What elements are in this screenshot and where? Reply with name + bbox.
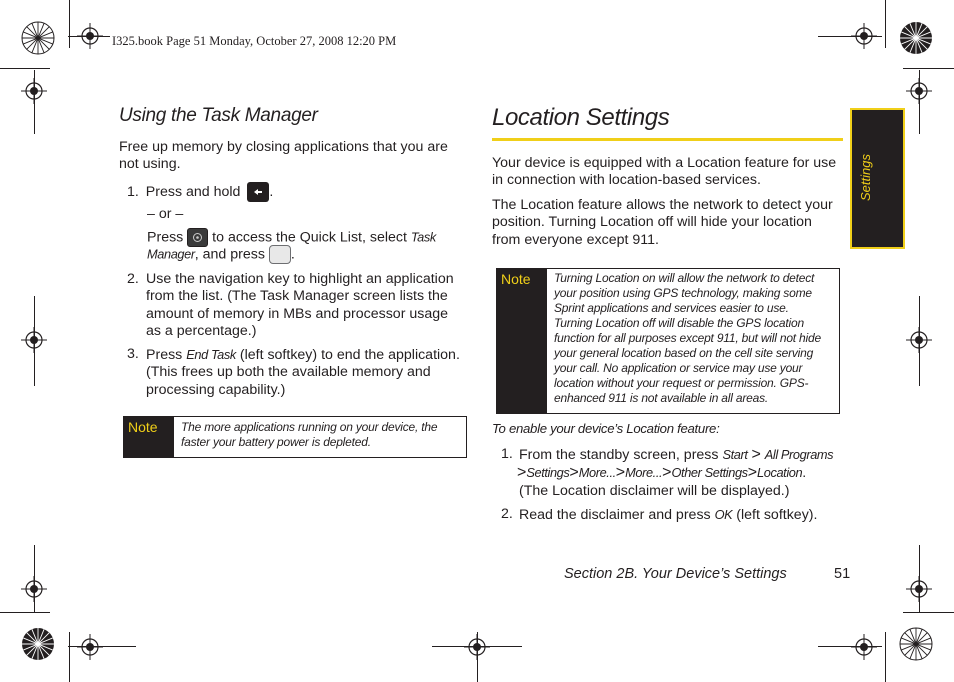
note-box [496, 268, 840, 414]
para-line: Your device is equipped with a Location feature for use [492, 155, 837, 171]
registration-mark-icon [77, 23, 103, 49]
procedure-title: To enable your device’s Location feature: [492, 421, 720, 436]
step-line: (This frees up both the available memory and [146, 364, 431, 381]
or-separator: – or – [147, 206, 184, 222]
menu-all-programs: All Programs [764, 447, 834, 462]
note-line: enhanced 911 is not available in all areas. [554, 391, 768, 405]
note-line: your general location based on the cell site serving [554, 346, 814, 360]
menu-settings: Settings [526, 465, 570, 481]
crop-line [903, 68, 954, 69]
step-line: amount of memory in MBs and processor usage [146, 305, 449, 322]
ok-key-icon [269, 245, 291, 264]
path-separator: > [751, 446, 761, 463]
step-text: Read the disclaimer and press [519, 507, 711, 523]
step-3 [146, 346, 460, 399]
note-label: Note [128, 419, 158, 435]
softkey-end-task: End Task [186, 347, 236, 362]
para-line: position. Turning Location off will hide your location [492, 214, 812, 231]
step-line: processing capability.) [146, 381, 286, 398]
para-line: from everyone except 911. [492, 231, 659, 248]
note-box [123, 416, 467, 458]
print-header: I325.book Page 51 Monday, October 27, 2008 12:20 PM [112, 34, 397, 48]
note-tab [497, 269, 547, 413]
step-text: From the standby screen, press [519, 447, 719, 463]
step-end: . [802, 465, 807, 482]
step-line: (The Location disclaimer will be displayed.) [519, 482, 790, 499]
menu-item-manager: Manager [147, 246, 195, 262]
step-2 [146, 271, 454, 340]
note-line: location without your request or permission. GPS- [554, 376, 809, 390]
note-text [181, 420, 437, 450]
step-text: Press [146, 347, 183, 363]
para-line: in connection with location-based services. [492, 172, 761, 189]
step-text: (left softkey) to end the application. [239, 347, 460, 363]
step-text: to access the Quick List, select [212, 229, 407, 246]
step-2-number: 2. [501, 506, 513, 522]
intro-paragraph: Free up memory by closing applications that you are not using. [119, 139, 448, 173]
step-line [517, 464, 833, 482]
crop-line [885, 632, 886, 682]
registration-mark-icon [906, 327, 932, 353]
note-text [554, 271, 821, 406]
softkey-ok: OK [714, 507, 733, 522]
step-end: . [290, 246, 295, 263]
note-tab [124, 417, 174, 457]
step-3-number: 3. [127, 346, 139, 362]
footer-section: Section 2B. Your Device’s Settings [564, 566, 787, 582]
step-text: Press and hold [145, 183, 241, 200]
step-line [146, 346, 460, 364]
crop-line [69, 632, 70, 682]
starburst-mark-icon [899, 627, 933, 661]
starburst-mark-icon [899, 21, 933, 55]
step-line: from the list. (The Task Manager screen lists the [146, 288, 448, 305]
registration-mark-icon [906, 78, 932, 104]
step-1-alt-line-2 [147, 245, 295, 264]
registration-mark-icon [21, 327, 47, 353]
path-separator: > [615, 464, 626, 482]
side-tab-label: Settings [858, 154, 873, 201]
registration-mark-icon [21, 78, 47, 104]
path-separator: > [517, 464, 527, 482]
title-rule [492, 138, 843, 141]
menu-location: Location [757, 465, 803, 481]
step-number: 1. [127, 183, 139, 200]
menu-more: More... [578, 465, 616, 481]
registration-mark-icon [851, 634, 877, 660]
note-line: your call. No application or service may use your [554, 361, 803, 375]
registration-mark-icon [464, 634, 490, 660]
note-line: your position using GPS technology, making some [554, 286, 812, 300]
page-number: 51 [834, 566, 851, 582]
crop-line [0, 68, 50, 69]
step-text: (left softkey). [736, 507, 818, 523]
path-separator: > [569, 464, 579, 482]
note-label: Note [501, 271, 531, 287]
crop-line [903, 612, 954, 613]
step-line: as a percentage.) [146, 322, 257, 339]
step-text: Press [147, 229, 184, 246]
registration-mark-icon [906, 576, 932, 602]
step-1 [127, 182, 273, 202]
crop-line [69, 0, 70, 48]
step-line: Use the navigation key to highlight an application [146, 271, 454, 287]
menu-item-task: Task [410, 229, 436, 245]
note-line: faster your battery power is depleted. [181, 435, 371, 449]
registration-mark-icon [21, 576, 47, 602]
paragraph-1 [492, 155, 836, 190]
note-line: Sprint applications and services easier to use. [554, 301, 789, 315]
menu-start: Start [722, 447, 748, 462]
path-separator: > [747, 464, 758, 482]
back-key-icon [247, 182, 269, 202]
step-1-number: 1. [501, 446, 513, 462]
registration-mark-icon [851, 23, 877, 49]
note-line: The more applications running on your device, the [181, 420, 438, 434]
path-separator: > [662, 464, 672, 482]
para-line: The Location feature allows the network to detect your [492, 197, 833, 213]
location-step-1 [519, 446, 833, 500]
step-2-number: 2. [127, 271, 139, 287]
menu-other-settings: Other Settings [671, 465, 748, 481]
note-line: Turning Location on will allow the network to detect [554, 271, 815, 285]
starburst-mark-icon [21, 21, 55, 55]
page-title: Location Settings [492, 104, 670, 131]
paragraph-2 [492, 197, 833, 249]
location-step-2 [519, 506, 817, 524]
step-end: . [269, 183, 274, 200]
note-line: Turning Location off will disable the GPS location [554, 316, 804, 330]
note-line: function for all purposes except 911, but will not hide [554, 331, 821, 345]
crop-line [885, 0, 886, 48]
crop-line [0, 612, 50, 613]
step-line [519, 446, 833, 464]
section-heading: Using the Task Manager [119, 105, 318, 126]
registration-mark-icon [77, 634, 103, 660]
step-text: , and press [194, 246, 265, 263]
starburst-mark-icon [21, 627, 55, 661]
menu-more: More... [625, 465, 663, 481]
